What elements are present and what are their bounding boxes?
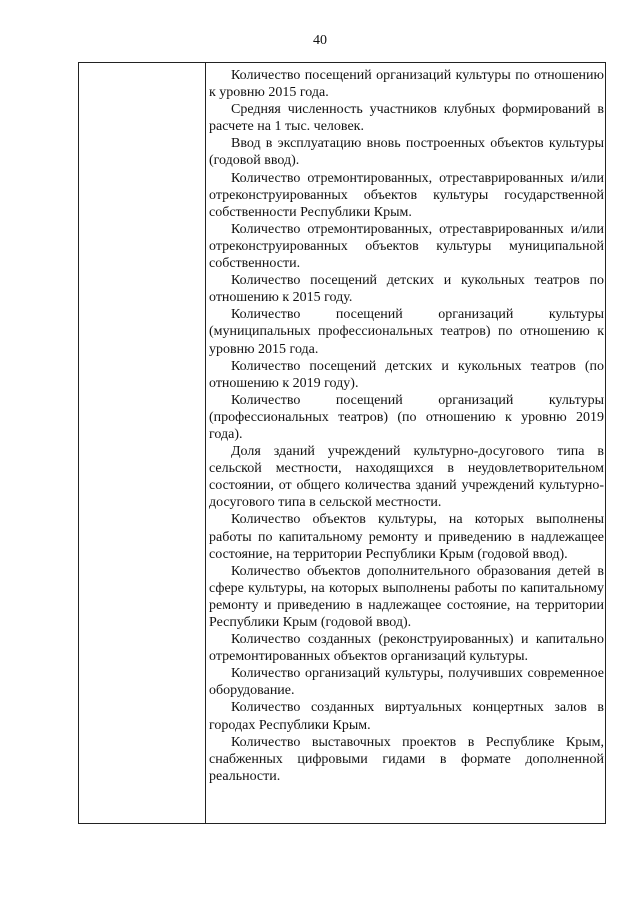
indicator-paragraph: Количество объектов культуры, на которых выполнены работы по капитальному ремонту и приведению в надлежащее состояние, на территории Республики Крым (годовой ввод). — [209, 512, 604, 562]
indicator-paragraph: Количество посещений организаций культуры (муниципальных профессиональных театров) по отношению к уровню 2015 года. — [209, 307, 604, 357]
indicator-paragraph: Количество посещений детских и кукольных театров по отношению к 2015 году. — [209, 273, 604, 306]
indicators-table — [78, 62, 606, 824]
indicator-paragraph: Количество созданных (реконструированных) и капитально отремонтированных объектов организаций культуры. — [209, 632, 604, 665]
indicator-paragraph: Ввод в эксплуатацию вновь построенных объектов культуры (годовой ввод). — [209, 136, 604, 169]
indicator-paragraph: Количество выставочных проектов в Республике Крым, снабженных цифровыми гидами в формате дополненной реальности. — [209, 734, 604, 784]
indicator-paragraph: Количество посещений детских и кукольных театров (по отношению к 2019 году). — [209, 358, 604, 391]
indicator-paragraph: Средняя численность участников клубных формирований в расчете на 1 тыс. человек. — [209, 102, 604, 135]
indicator-paragraph: Количество посещений организаций культуры по отношению к уровню 2015 года. — [209, 68, 604, 101]
table-left-cell — [79, 63, 206, 823]
indicator-paragraph: Количество объектов дополнительного образования детей в сфере культуры, на которых выполнены работы по капитальному ремонту и приведению в надлежащее состояние, на территории Республики Крым (годовой ввод). — [209, 563, 604, 630]
table-right-cell — [209, 67, 604, 785]
page-number: 40 — [313, 33, 327, 48]
indicator-paragraph: Количество организаций культуры, получивших современное оборудование. — [209, 666, 604, 699]
indicator-paragraph: Количество посещений организаций культуры (профессиональных театров) (по отношению к уровню 2019 года). — [209, 392, 604, 442]
indicator-paragraph: Количество отремонтированных, отреставрированных и/или отреконструированных объектов культуры государственной собственности Республики Крым. — [209, 170, 604, 220]
indicator-paragraph: Количество отремонтированных, отреставрированных и/или отреконструированных объектов культуры муниципальной собственности. — [209, 221, 604, 272]
indicator-paragraph: Количество созданных виртуальных концертных залов в городах Республики Крым. — [209, 700, 604, 733]
indicator-paragraph: Доля зданий учреждений культурно-досугового типа в сельской местности, находящихся в неудовлетворительном состоянии, от общего количества зданий учреждений культурно-досугового типа в сельской местности. — [209, 444, 604, 511]
